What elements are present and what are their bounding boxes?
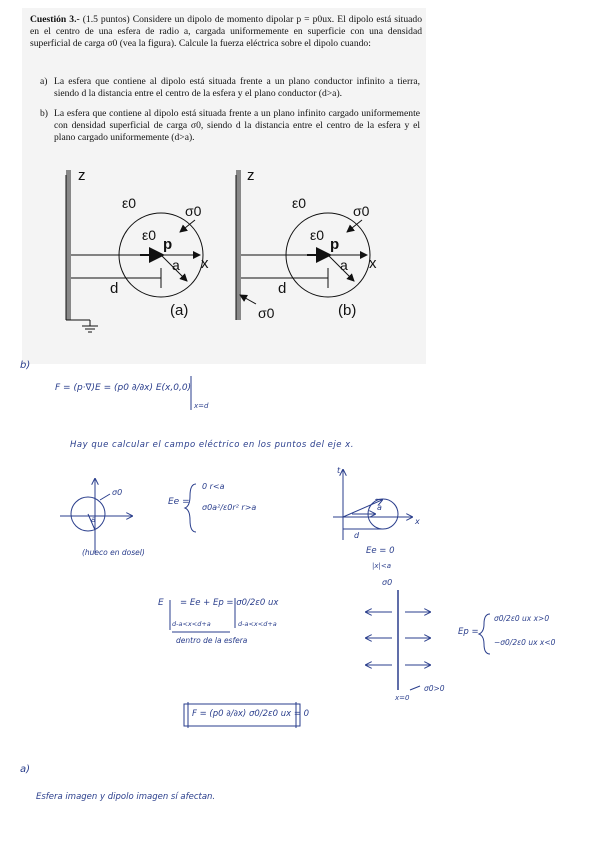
sigma-label-b: σ0 (353, 203, 370, 219)
hw-total-cond1: d-a<x<d+a (172, 620, 211, 628)
a-label-b: a (340, 257, 348, 273)
hw-Ee-case2: σ0a²/ε0r² r>a (202, 503, 257, 512)
epsilon-inner-a: ε0 (142, 227, 157, 243)
hw-final-result: F = (p0 ∂/∂x) σ0/2ε0 ux = 0 (192, 709, 310, 719)
a-label-a: a (172, 257, 180, 273)
charged-plane-b (236, 170, 241, 320)
hw-total-rhs: = Ee + Ep = σ0/2ε0 ux (180, 598, 279, 608)
hw-plane-x0: x=0 (395, 694, 410, 702)
hw-force-equation: F = (p·∇)E = (p0 ∂/∂x) E(x,0,0) (55, 383, 192, 393)
hw-b-label: b) (20, 360, 31, 371)
hw-Ee-lhs: Ee = (168, 497, 190, 507)
item-b-label: b) (40, 108, 48, 119)
x-label-b: x (369, 255, 377, 272)
d-label-b: d (278, 280, 287, 297)
item-b-text: La esfera que contiene al dipolo está situada frente a un plano infinito cargado uniformemente con densidad superficial de carga σ0, siendo d la distancia entre el centro de la esfera y el plano cargado uniformemente (d>a). (54, 108, 420, 144)
hw-axes-t: t (337, 466, 341, 475)
hw-Ee-zero: Ee = 0 (366, 546, 395, 556)
hw-plane-pos: σ0>0 (424, 684, 445, 693)
question-body: (1.5 puntos) Considere un dipolo de momento dipolar p = p0ux. El dipolo está situado en el centro de una esfera de radio a, cargada uniformemente en superficie con una densidad superficial de carga σ0 (vea la figura). Calcule la fuerza eléctrica sobre el dipolo cuando: (30, 14, 422, 50)
hw-inside-note: dentro de la esfera (176, 636, 248, 645)
figure-a (66, 167, 209, 332)
hw-Ep-lhs: Ep = (458, 627, 479, 637)
epsilon-outer-a: ε0 (122, 195, 137, 211)
z-label-b: z (247, 167, 255, 184)
hw-axes-a: a (377, 503, 382, 512)
hw-total-cond2: d-a<x<d+a (238, 620, 277, 628)
hw-plane-sigma: σ0 (382, 578, 393, 587)
item-a-text: La esfera que contiene al dipolo está situada frente a un plano conductor infinito a tierra, siendo d la distancia entre el centro de la esfera y el plano conductor (d>a). (54, 76, 420, 100)
question-title: Cuestión 3.- (30, 14, 80, 25)
epsilon-inner-b: ε0 (310, 227, 325, 243)
p-label-b: p (330, 236, 340, 253)
hw-a-label: a) (20, 764, 31, 775)
p-label-a: p (163, 236, 173, 253)
item-a-label: a) (40, 76, 48, 87)
x-label-a: x (201, 255, 209, 272)
hw-cavity-note: (hueco en dosel) (82, 548, 145, 557)
z-label-a: z (78, 167, 86, 184)
fig-label-b: (b) (338, 302, 357, 319)
hw-Ep-case1: σ0/2ε0 ux x>0 (494, 614, 550, 623)
hw-axes-d: d (354, 531, 360, 540)
hw-total-lhs: E (158, 598, 164, 608)
conductor-plane-a (66, 170, 71, 320)
figure-b (236, 167, 377, 321)
fig-label-a: (a) (170, 302, 189, 319)
hw-Ee-case1: 0 r<a (202, 482, 225, 491)
sigma-plane-b: σ0 (258, 305, 275, 321)
hw-sphere-sigma: σ0 (112, 488, 123, 497)
sigma-label-a: σ0 (185, 203, 202, 219)
epsilon-outer-b: ε0 (292, 195, 307, 211)
hw-calc-note: Hay que calcular el campo eléctrico en los puntos del eje x. (70, 440, 354, 450)
hw-a-note: Esfera imagen y dipolo imagen sí afectan. (36, 792, 216, 802)
d-label-a: d (110, 280, 119, 297)
hw-force-eval: x=d (194, 402, 209, 410)
hw-sphere-a: a (91, 515, 96, 524)
hw-axes-x: x (415, 517, 420, 526)
hw-Ep-case2: −σ0/2ε0 ux x<0 (494, 638, 556, 647)
hw-Ee-zero-cond: |x|<a (372, 562, 392, 570)
